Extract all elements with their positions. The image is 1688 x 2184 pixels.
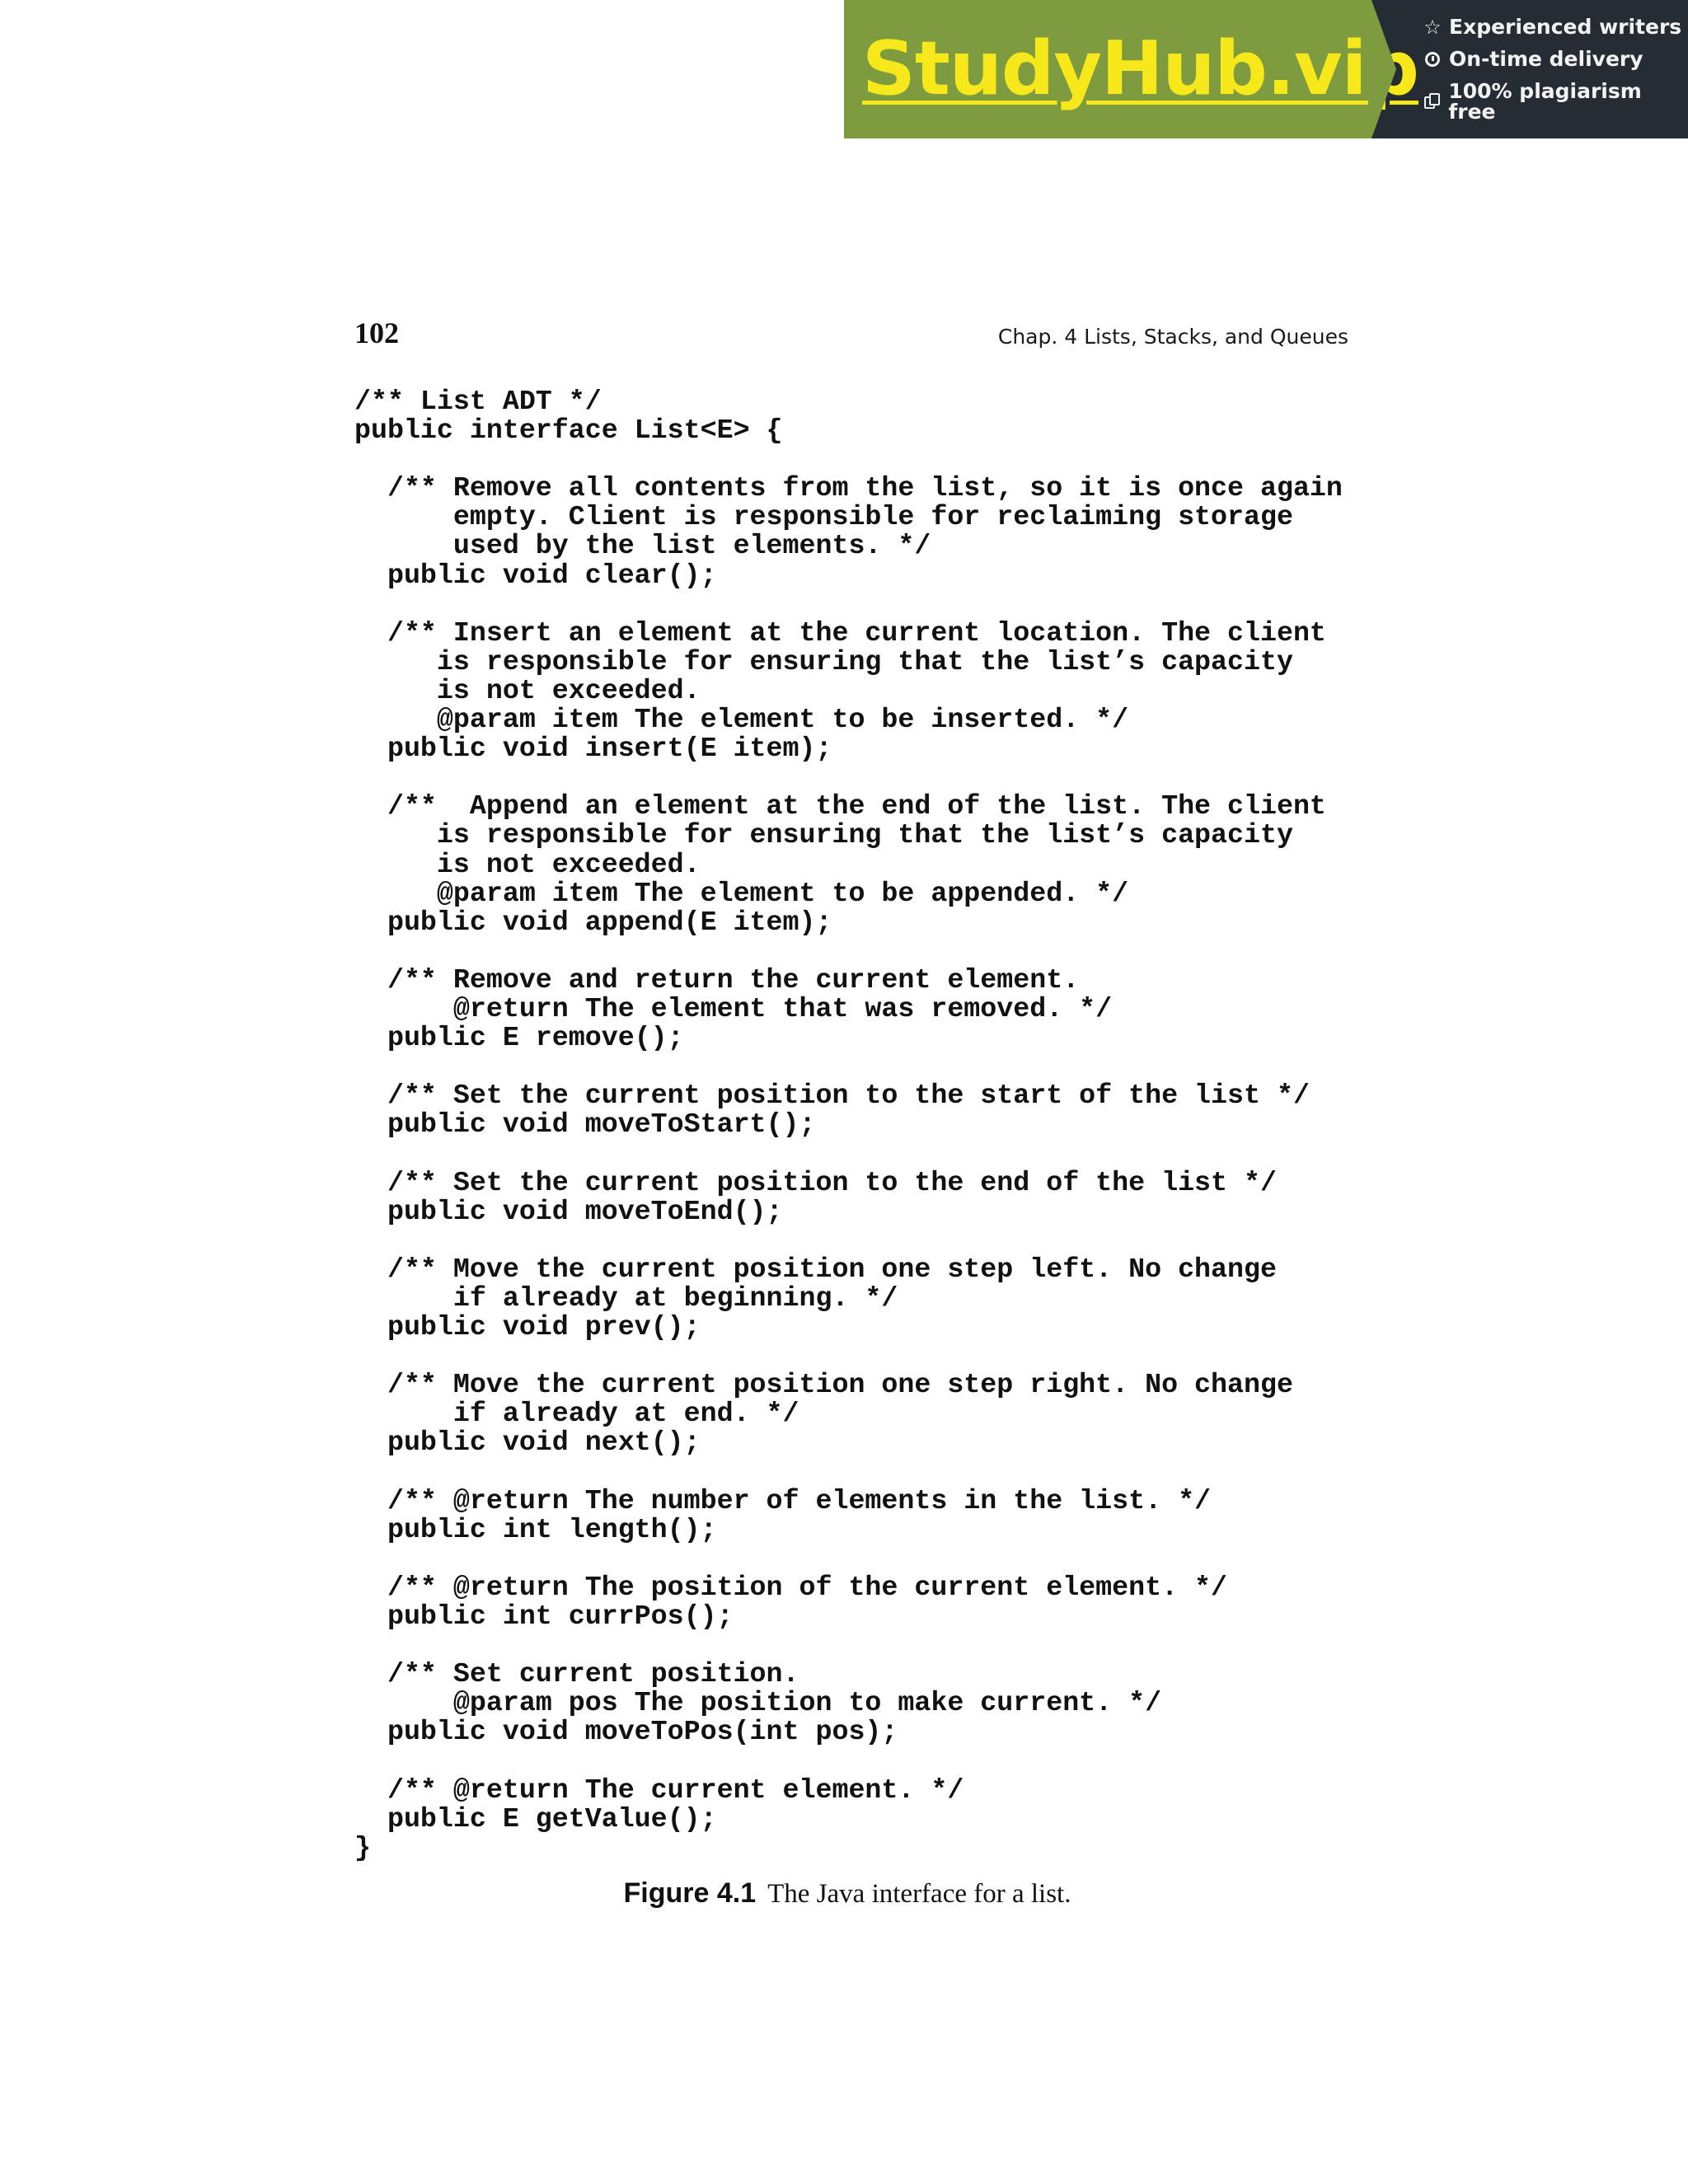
code-line — [354, 763, 1343, 792]
code-line: /** Remove and return the current element. — [354, 963, 1080, 996]
code-line: /** Set the current position to the end of the list */ — [354, 1166, 1277, 1198]
running-head: Chap. 4 Lists, Stacks, and Queues — [997, 325, 1348, 349]
feature-label: On-time delivery — [1449, 47, 1643, 71]
banner-features — [1372, 0, 1688, 138]
code-line: public interface List<E> { — [354, 415, 783, 447]
code-line: /** List ADT */ — [354, 386, 602, 417]
clock-icon — [1425, 52, 1440, 67]
code-line: used by the list elements. */ — [354, 530, 931, 562]
code-line: /** Move the current position one step left. No change — [354, 1253, 1277, 1285]
code-line: is not exceeded. — [354, 674, 701, 706]
code-line: /** @return The position of the current element. */ — [354, 1571, 1228, 1603]
feature-plagiarism-free — [1423, 81, 1688, 122]
feature-label: 100% plagiarism free — [1448, 79, 1642, 124]
feature-experienced-writers — [1423, 16, 1688, 37]
promo-banner[interactable] — [844, 0, 1688, 138]
copy-icon — [1424, 93, 1440, 110]
code-line: is responsible for ensuring that the list’s capacity — [354, 819, 1293, 851]
code-line: /** @return The number of elements in the list. */ — [354, 1484, 1212, 1516]
feature-on-time-delivery — [1423, 49, 1688, 69]
code-line — [354, 1631, 1343, 1660]
code-line — [354, 1139, 1343, 1168]
code-line: /** @return The current element. */ — [354, 1774, 964, 1806]
code-line: } — [354, 1831, 371, 1863]
code-line: public void prev(); — [354, 1311, 701, 1343]
code-line: if already at end. */ — [354, 1398, 799, 1430]
code-line: @param item The element to be appended. */ — [354, 877, 1129, 909]
code-line: public void next(); — [354, 1427, 701, 1459]
code-line: /** Append an element at the end of the list. The client — [354, 790, 1326, 823]
figure-label: Figure 4.1 — [623, 1877, 757, 1909]
code-line — [354, 937, 1343, 966]
figure-caption-text: The Java interface for a list. — [767, 1879, 1071, 1909]
code-line: /** Set the current position to the start of the list */ — [354, 1080, 1310, 1112]
code-line: /** Remove all contents from the list, so it is once again — [354, 472, 1343, 504]
studyhub-logo[interactable]: StudyHub.vip — [862, 26, 1418, 112]
code-line: empty. Client is responsible for reclaiming storage — [354, 501, 1293, 533]
code-line: public void moveToEnd(); — [354, 1195, 783, 1227]
code-line: public void append(E item); — [354, 906, 832, 938]
code-line — [354, 1226, 1343, 1255]
code-line: if already at beginning. */ — [354, 1282, 898, 1314]
code-line — [354, 1544, 1343, 1573]
code-line: public void clear(); — [354, 559, 717, 591]
code-line: /** Move the current position one step right. No change — [354, 1369, 1293, 1401]
code-line: is responsible for ensuring that the list’s capacity — [354, 645, 1293, 677]
code-line: @param pos The position to make current. */ — [354, 1687, 1162, 1719]
code-line — [354, 1457, 1343, 1486]
code-line: public E getValue(); — [354, 1802, 717, 1835]
code-line — [354, 1746, 1343, 1775]
code-line: /** Set current position. — [354, 1658, 799, 1690]
code-line: /** Insert an element at the current location. The client — [354, 616, 1326, 649]
figure-caption — [0, 1879, 1688, 1908]
code-line: @return The element that was removed. */ — [354, 992, 1113, 1024]
code-line: public void insert(E item); — [354, 733, 832, 765]
code-line: is not exceeded. — [354, 848, 701, 880]
code-line: public void moveToStart(); — [354, 1108, 816, 1141]
code-line: @param item The element to be inserted. */ — [354, 704, 1129, 736]
code-line — [354, 445, 1343, 474]
banner-logo-area — [844, 0, 1418, 138]
code-line — [354, 1052, 1343, 1081]
star-icon: ☆ — [1423, 15, 1442, 39]
page-number: 102 — [354, 316, 399, 349]
code-line — [354, 1342, 1343, 1371]
code-line: public int length(); — [354, 1513, 717, 1545]
code-line: public int currPos(); — [354, 1600, 734, 1632]
code-line: public void moveToPos(int pos); — [354, 1716, 898, 1748]
code-listing — [354, 387, 1343, 1863]
feature-label: Experienced writers — [1449, 15, 1682, 39]
code-line — [354, 590, 1343, 619]
code-line: public E remove(); — [354, 1022, 684, 1054]
